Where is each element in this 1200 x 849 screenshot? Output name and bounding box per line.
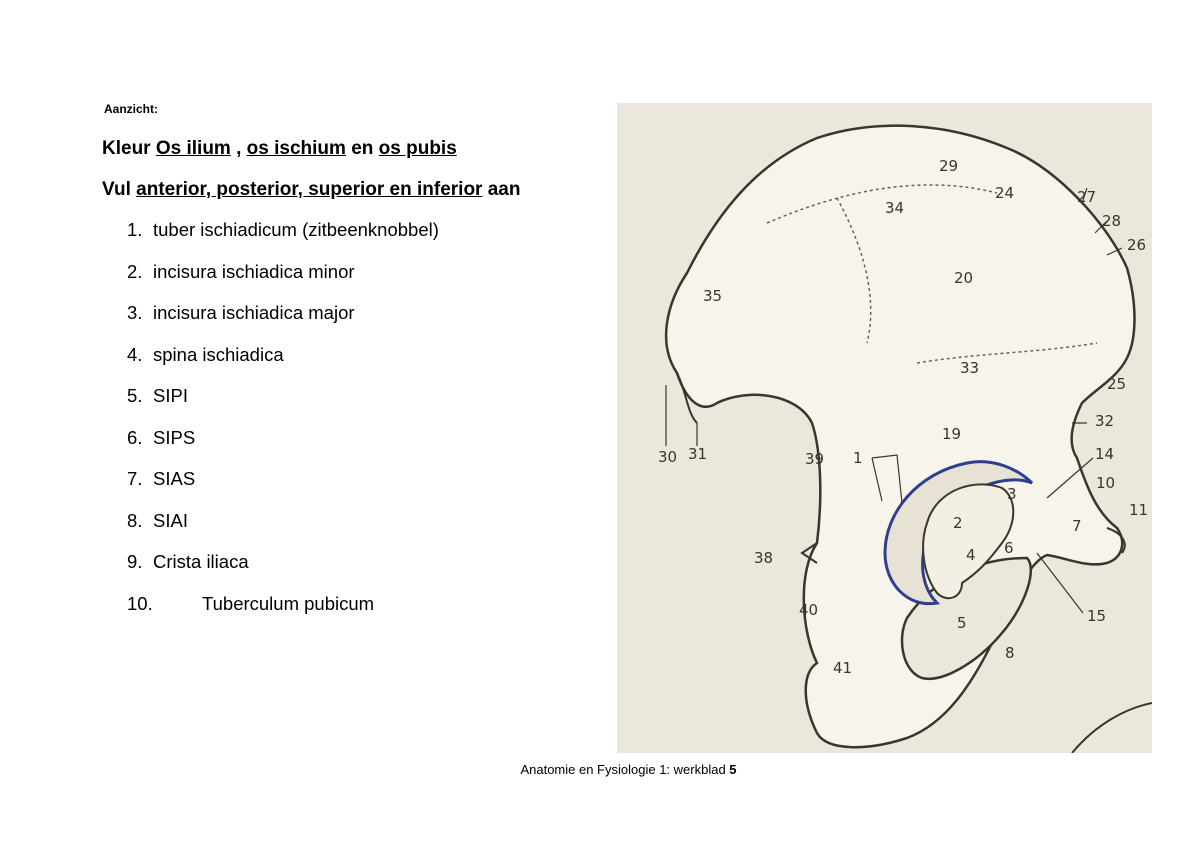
term-os-ischium: os ischium [246, 138, 346, 159]
figure-label: 28 [1102, 212, 1122, 230]
figure-label: 5 [957, 614, 967, 632]
figure-label: 39 [805, 450, 825, 468]
figure-label: 31 [688, 445, 708, 463]
figure-label: 30 [658, 448, 678, 466]
figure-label: 1 [853, 449, 863, 467]
figure-label: 26 [1127, 236, 1147, 254]
figure-label: 34 [885, 199, 905, 217]
figure-label: 25 [1107, 375, 1127, 393]
figure-label: 32 [1095, 412, 1115, 430]
figure-label: 20 [954, 269, 974, 287]
page-footer: Anatomie en Fysiologie 1: werkblad 5 [520, 762, 737, 777]
figure-label: 27 [1077, 188, 1097, 206]
hip-bone-outline [666, 126, 1134, 748]
figure-label: 4 [966, 546, 976, 564]
figure-label: 35 [703, 287, 723, 305]
figure-label: 29 [939, 157, 959, 175]
instruction-fill: Vul anterior, posterior, superior en inferior aan [102, 179, 521, 200]
figure-label: 15 [1087, 607, 1107, 625]
figure-label: 2 [953, 514, 963, 532]
pelvis-drawing [617, 103, 1152, 753]
figure-label: 10 [1096, 474, 1116, 492]
figure-label: 3 [1007, 485, 1017, 503]
figure-label: 7 [1072, 517, 1082, 535]
figure-label: 24 [995, 184, 1015, 202]
figure-label: 38 [754, 549, 774, 567]
figure-label: 6 [1004, 539, 1014, 557]
figure-label: 11 [1129, 501, 1149, 519]
figure-label: 40 [799, 601, 819, 619]
figure-label: 19 [942, 425, 962, 443]
term-os-ilium: Os ilium [155, 138, 231, 159]
figure-label: 41 [833, 659, 853, 677]
figure-label: 8 [1005, 644, 1015, 662]
pelvis-illustration [617, 103, 1152, 753]
figure-label: 33 [960, 359, 980, 377]
direction-terms: anterior, posterior, superior en inferior [136, 179, 483, 200]
instruction-color: Kleur Os ilium , os ischium en os pubis [102, 138, 457, 159]
view-label: Aanzicht: [104, 102, 158, 116]
figure-label: 14 [1095, 445, 1115, 463]
term-os-pubis: os pubis [378, 138, 457, 159]
